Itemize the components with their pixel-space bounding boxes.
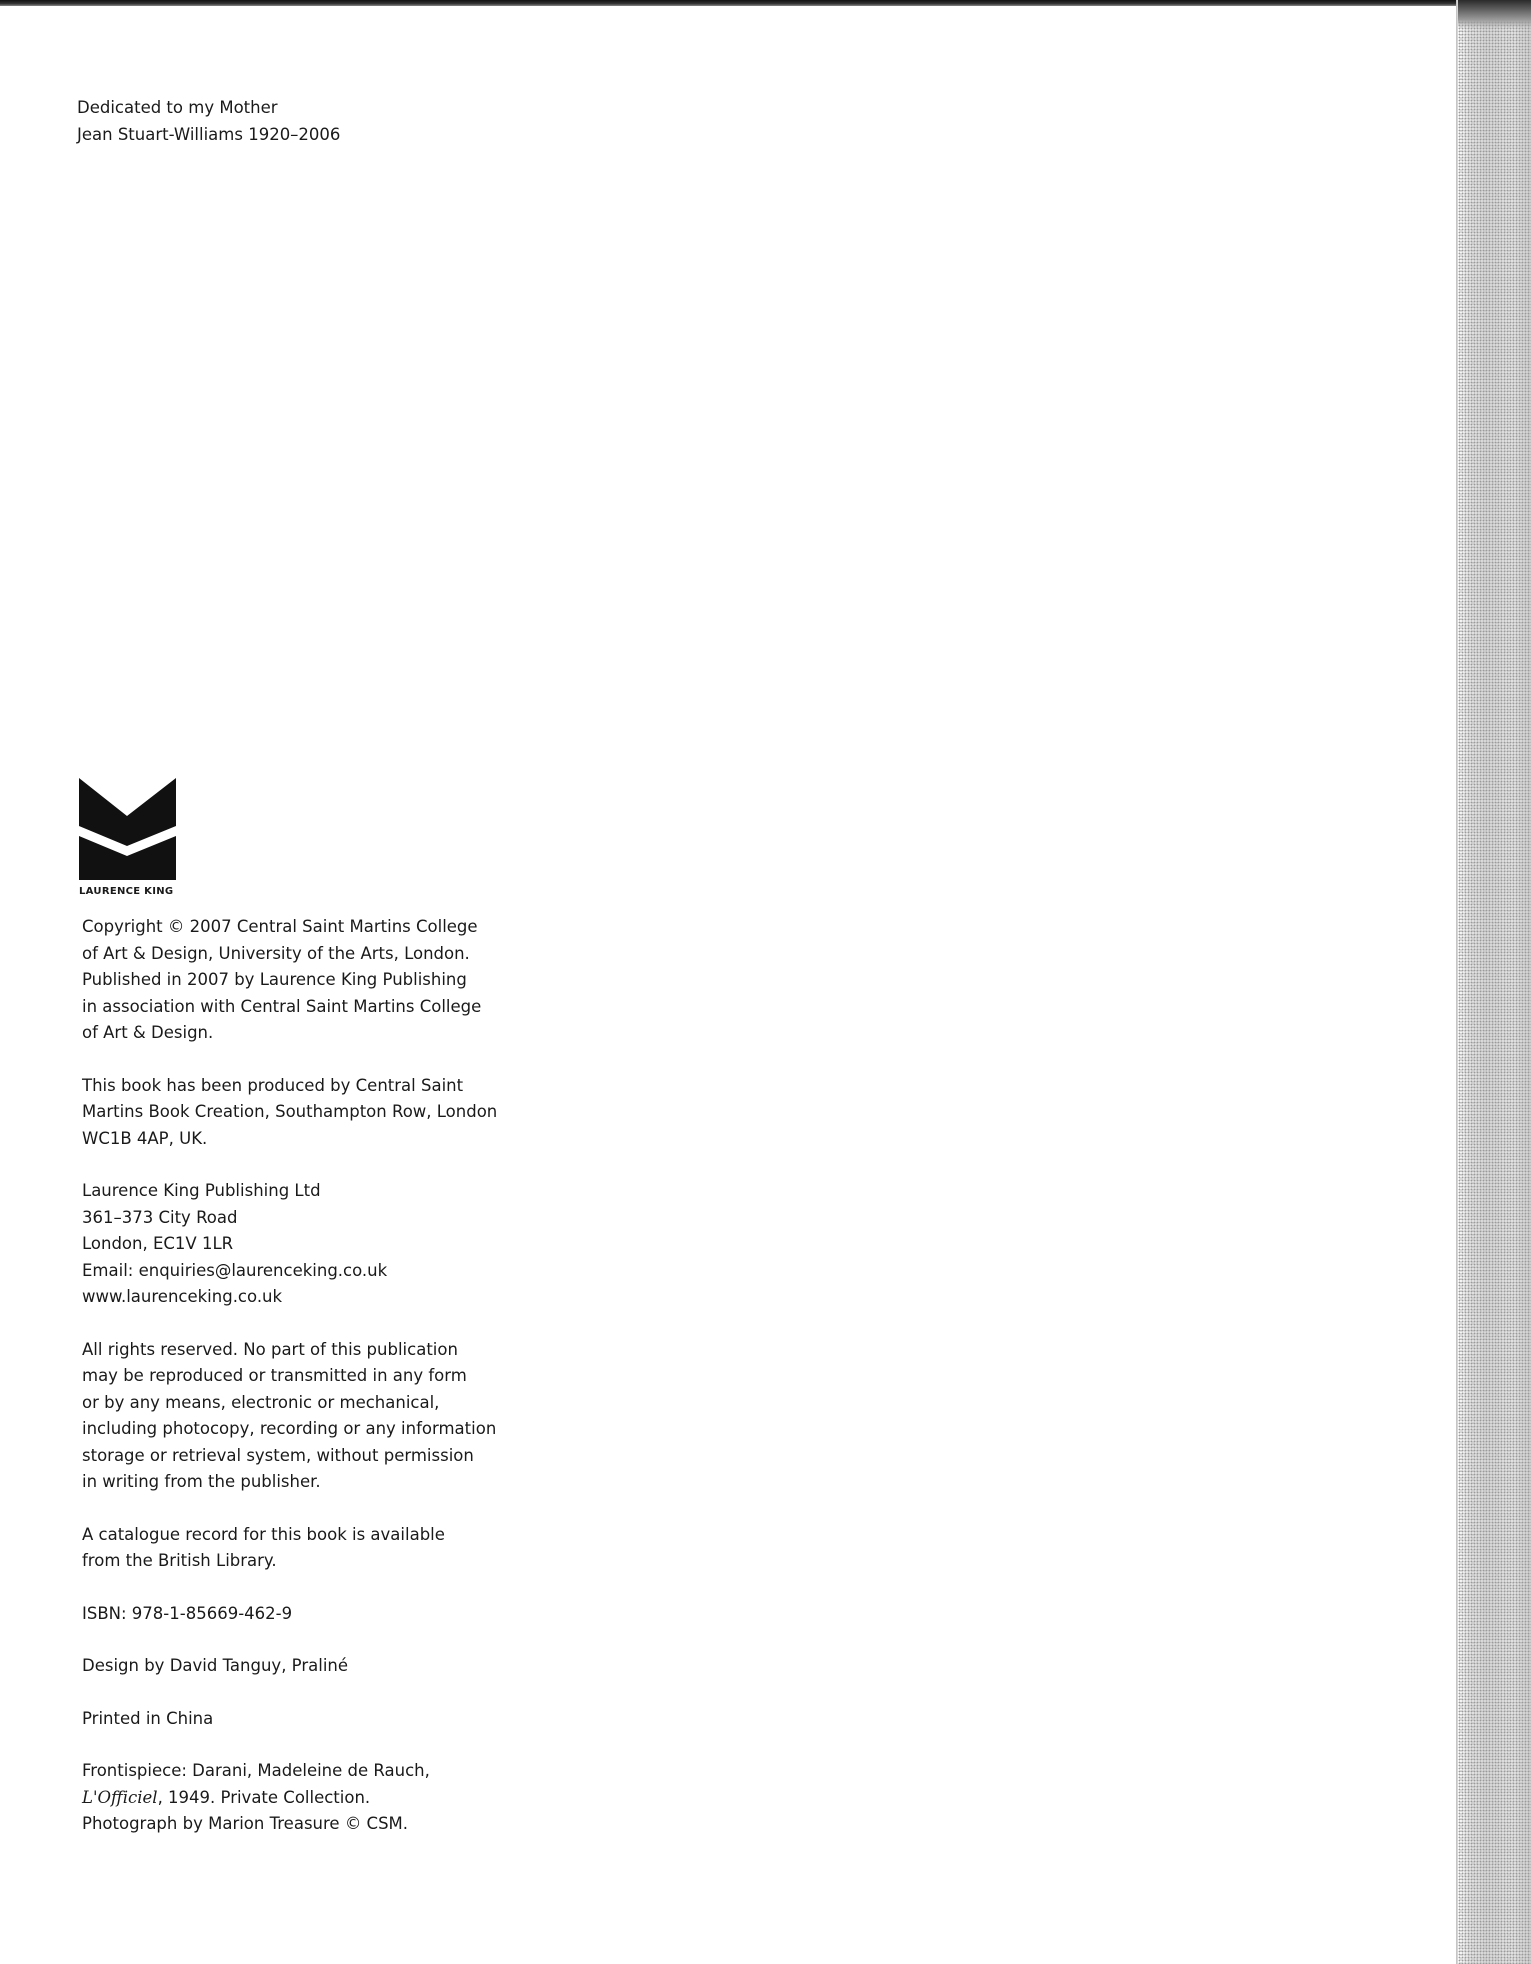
dedication-line: Jean Stuart-Williams 1920–2006 xyxy=(77,125,341,144)
dedication-line: Dedicated to my Mother xyxy=(77,98,278,117)
text-line: Martins Book Creation, Southampton Row, London xyxy=(82,1102,498,1121)
publisher-street: 361–373 City Road xyxy=(82,1207,238,1227)
text-line: Photograph by Marion Treasure © CSM. xyxy=(82,1814,409,1833)
publisher-logo xyxy=(79,778,179,897)
text-line: Copyright © 2007 Central Saint Martins College xyxy=(82,917,478,936)
text-line: Frontispiece: Darani, Madeleine de Rauch, xyxy=(82,1761,430,1780)
text-line: or by any means, electronic or mechanical, xyxy=(82,1392,440,1412)
printed-in-text: Printed in China xyxy=(82,1708,214,1728)
catalogue-paragraph xyxy=(82,1522,522,1575)
book-spine-corner xyxy=(1458,0,1531,28)
publisher-email: Email: enquiries@laurenceking.co.uk xyxy=(82,1260,388,1280)
text-line xyxy=(82,1785,522,1812)
text-fragment: , 1949. Private Collection. xyxy=(157,1787,371,1807)
production-paragraph xyxy=(82,1073,522,1153)
rights-paragraph xyxy=(82,1337,522,1496)
copyright-paragraph xyxy=(82,914,522,1047)
text-line: of Art & Design. xyxy=(82,1023,214,1042)
publisher-address xyxy=(82,1178,522,1311)
text-line: may be reproduced or transmitted in any form xyxy=(82,1366,467,1385)
text-line: in writing from the publisher. xyxy=(82,1472,321,1491)
isbn xyxy=(82,1601,522,1628)
publisher-name: Laurence King Publishing Ltd xyxy=(82,1181,321,1200)
logo-wordmark: LAURENCE KING xyxy=(79,886,174,897)
design-credit-text: Design by David Tanguy, Praliné xyxy=(82,1656,349,1675)
magazine-title: L'Officiel xyxy=(82,1787,158,1807)
frontispiece-credit xyxy=(82,1758,522,1838)
publisher-city: London, EC1V 1LR xyxy=(82,1234,234,1253)
text-line: This book has been produced by Central Saint xyxy=(82,1075,464,1095)
text-line: Published in 2007 by Laurence King Publishing xyxy=(82,970,467,989)
text-line: A catalogue record for this book is available xyxy=(82,1524,445,1544)
design-credit xyxy=(82,1653,522,1680)
page-top-edge xyxy=(0,0,1531,6)
text-line: storage or retrieval system, without permission xyxy=(82,1445,474,1465)
text-line: of Art & Design, University of the Arts, London. xyxy=(82,943,470,963)
imprint-block xyxy=(82,914,522,1864)
book-spine-shadow xyxy=(1458,0,1531,1964)
printed-in xyxy=(82,1706,522,1733)
isbn-text: ISBN: 978-1-85669-462-9 xyxy=(82,1603,293,1623)
text-line: in association with Central Saint Martins College xyxy=(82,996,482,1016)
text-line: including photocopy, recording or any information xyxy=(82,1419,497,1438)
text-line: WC1B 4AP, UK. xyxy=(82,1128,208,1148)
dedication xyxy=(77,94,340,148)
publisher-website: www.laurenceking.co.uk xyxy=(82,1287,283,1306)
text-line: All rights reserved. No part of this publication xyxy=(82,1339,458,1359)
k-logo-icon xyxy=(79,778,176,880)
text-line: from the British Library. xyxy=(82,1551,277,1570)
